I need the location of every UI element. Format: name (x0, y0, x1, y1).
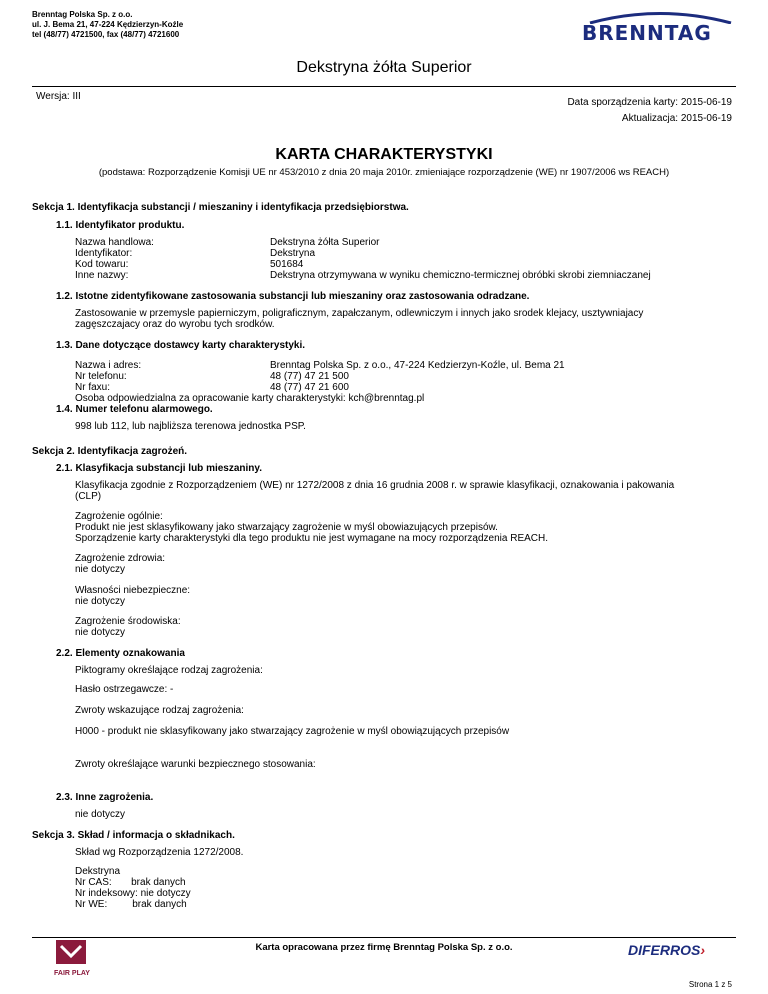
section-3-heading: Sekcja 3. Skład / informacja o składnikach. (32, 830, 235, 841)
page-title: KARTA CHARAKTERYSTYKI (275, 146, 493, 163)
footer-divider (32, 937, 736, 938)
dangerous-properties-value: nie dotyczy (75, 596, 126, 607)
supplier-label: Nr telefonu: (75, 371, 127, 382)
substance-name: Dekstryna (75, 866, 121, 877)
diferros-text: DIFERROS (628, 942, 701, 958)
section-1-4-heading: 1.4. Numer telefonu alarmowego. (56, 404, 213, 415)
general-hazard-text: Produkt nie jest sklasyfikowany jako stwarzający zagrożenie w myśl obowiazujących przepisów. (75, 522, 498, 533)
legal-basis: (podstawa: Rozporządzenie Komisji UE nr 453/2010 z dnia 20 maja 2010r. zmieniające rozporządzenie (WE) nr 1907/2006 ws REACH) (98, 167, 670, 178)
identifier-value: Dekstryna (270, 248, 316, 259)
brenntag-logo (582, 8, 734, 48)
supplier-label: Nr faxu: (75, 382, 111, 393)
precautionary-statements-label: Zwroty określające warunki bezpiecznego stosowania: (75, 759, 316, 770)
supplier-value: 48 (77) 47 21 600 (270, 382, 349, 393)
company-address (32, 10, 183, 40)
identifier-label: Kod towaru: (75, 259, 129, 270)
product-title: Dekstryna żółta Superior (296, 59, 472, 76)
section-2-1-heading: 2.1. Klasyfikacja substancji lub mieszaniny. (56, 463, 263, 474)
section-1-heading: Sekcja 1. Identyfikacja substancji / mieszaniny i identyfikacja przedsiębiorstwa. (32, 202, 409, 213)
uses-text: Zastosowanie w przemysle papierniczym, poligraficznym, zapałczanym, odlewniczym i innych jako srodek klejacy, usztywniajacy (75, 308, 644, 319)
responsible-contact: Osoba odpowiedzialna za opracowanie karty charakterystyki: kch@brenntag.pl (75, 393, 425, 404)
cas-number: Nr CAS: brak danych (75, 877, 186, 888)
logo-text: BRENNTAG (582, 21, 712, 45)
composition-text: Skład wg Rozporządzenia 1272/2008. (75, 847, 244, 858)
supplier-value: 48 (77) 47 21 500 (270, 371, 349, 382)
emergency-number: 998 lub 112, lub najbliższa terenowa jednostka PSP. (75, 421, 306, 432)
section-2-3-heading: 2.3. Inne zagrożenia. (56, 792, 154, 803)
health-hazard-label: Zagrożenie zdrowia: (75, 553, 166, 564)
health-hazard-value: nie dotyczy (75, 564, 126, 575)
we-number: Nr WE: brak danych (75, 899, 187, 910)
other-hazards-value: nie dotyczy (75, 809, 126, 820)
index-number: Nr indeksowy: nie dotyczy (75, 888, 191, 899)
fair-play-label: FAIR PLAY (54, 970, 90, 977)
supplier-value: Brenntag Polska Sp. z o.o., 47-224 Kedzierzyn-Koźle, ul. Bema 21 (270, 360, 565, 371)
company-phone: tel (48/77) 4721500, fax (48/77) 4721600 (32, 30, 180, 39)
general-hazard-label: Zagrożenie ogólnie: (75, 511, 163, 522)
identifier-label: Inne nazwy: (75, 270, 129, 281)
version: Wersja: III (36, 91, 81, 102)
section-1-1-heading: 1.1. Identyfikator produktu. (56, 220, 185, 231)
general-hazard-text: Sporządzenie karty charakterystyki dla tego produktu nie jest wymagane na mocy rozporządzenia REACH. (75, 533, 549, 544)
identifier-value: 501684 (270, 259, 304, 270)
section-2-heading: Sekcja 2. Identyfikacja zagrożeń. (32, 446, 188, 457)
pictograms-label: Piktogramy określające rodzaj zagrożenia: (75, 665, 263, 676)
signal-word: Hasło ostrzegawcze: - (75, 684, 174, 695)
diferros-logo (628, 942, 705, 958)
dangerous-properties-label: Własności niebezpieczne: (75, 585, 191, 596)
environment-hazard-value: nie dotyczy (75, 627, 126, 638)
header-divider (32, 86, 736, 87)
identifier-value: Dekstryna żółta Superior (270, 237, 380, 248)
date-updated: Aktualizacja: 2015-06-19 (621, 113, 732, 124)
date-created: Data sporządzenia karty: 2015-06-19 (567, 97, 732, 108)
chevron-right-icon: › (700, 942, 706, 958)
classification-text: Klasyfikacja zgodnie z Rozporządzeniem (WE) nr 1272/2008 z dnia 16 grudnia 2008 r. w sprawie klasyfikacji, oznakowania i pakowania (75, 480, 675, 491)
footer-text: Karta opracowana przez firmę Brenntag Polska Sp. z o.o. (255, 942, 513, 953)
supplier-label: Nazwa i adres: (75, 360, 142, 371)
hazard-statement-h000: H000 - produkt nie sklasyfikowany jako stwarzający zagrożenie w myśl obowiązujących przepisów (75, 726, 510, 737)
uses-text: zagęszczajacy oraz do wyrobu tych srodków. (75, 319, 275, 330)
identifier-label: Identyfikator: (75, 248, 133, 259)
identifier-value: Dekstryna otrzymywana w wyniku chemiczno-termicznej obróbki skrobi ziemniaczanej (270, 270, 651, 281)
company-street: ul. J. Bema 21, 47-224 Kędzierzyn-Koźle (32, 20, 184, 29)
page-number: Strona 1 z 5 (688, 980, 732, 989)
hazard-statements-label: Zwroty wskazujące rodzaj zagrożenia: (75, 705, 244, 716)
section-1-2-heading: 1.2. Istotne zidentyfikowane zastosowania substancji lub mieszaniny oraz zastosowania odradzane. (56, 291, 530, 302)
identifier-label: Nazwa handlowa: (75, 237, 154, 248)
environment-hazard-label: Zagrożenie środowiska: (75, 616, 181, 627)
classification-text: (CLP) (75, 491, 102, 502)
section-2-2-heading: 2.2. Elementy oznakowania (56, 648, 185, 659)
company-name: Brenntag Polska Sp. z o.o. (32, 10, 133, 19)
section-1-3-heading: 1.3. Dane dotyczące dostawcy karty charakterystyki. (56, 340, 306, 351)
